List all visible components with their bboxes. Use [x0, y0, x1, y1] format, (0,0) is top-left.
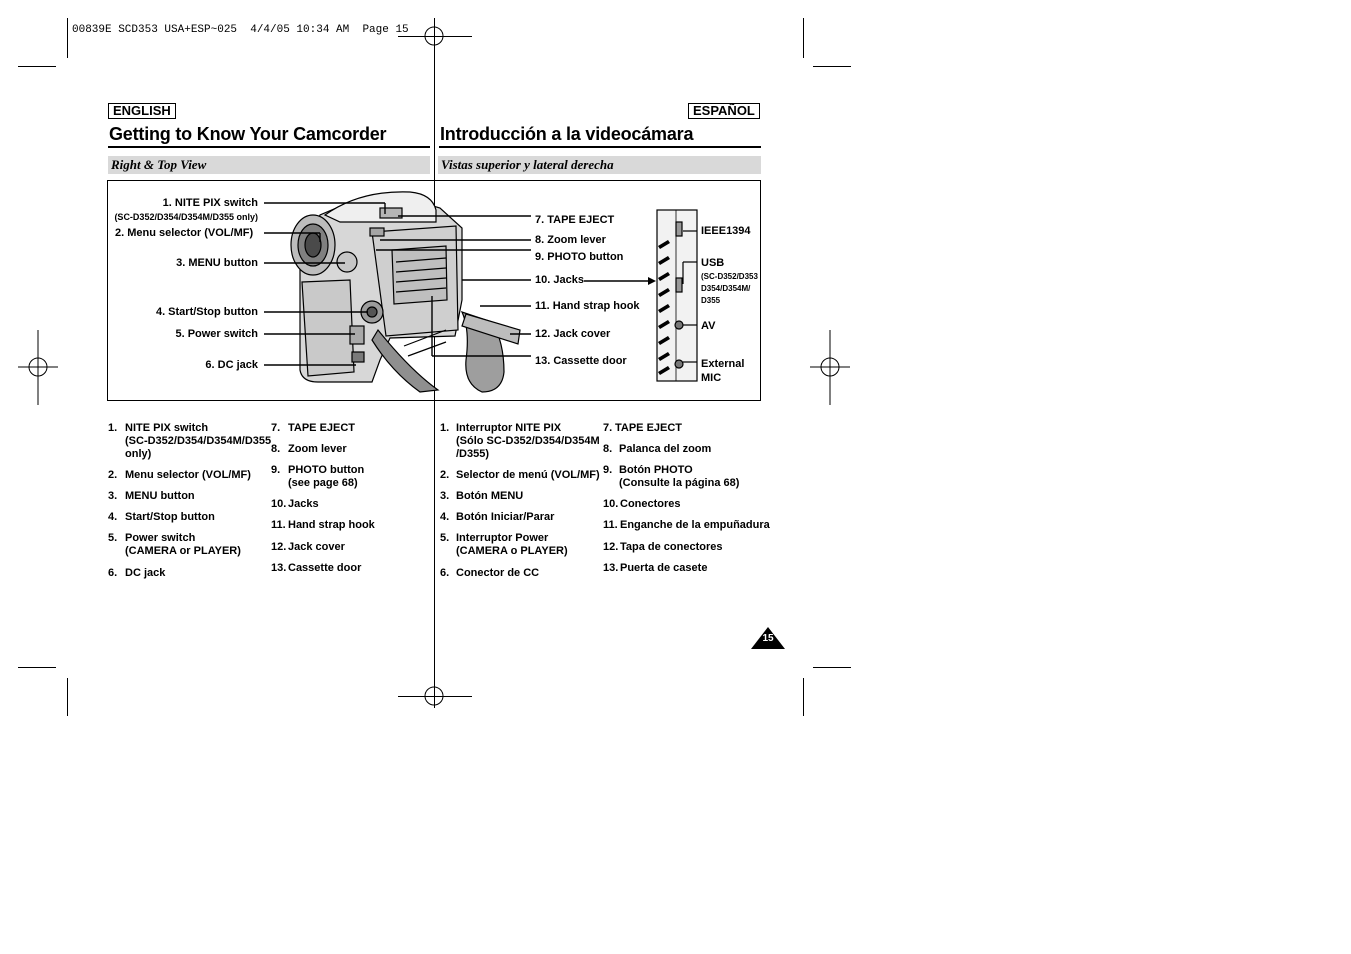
label-cassette-door: 13. Cassette door — [535, 355, 627, 367]
label-menu-button: 3. MENU button — [176, 257, 258, 269]
page-title-english: Getting to Know Your Camcorder — [109, 124, 387, 144]
label-photo-button: 9. PHOTO button — [535, 251, 624, 263]
label-usb-models: (SC-D352/D353 D354/D354M/ D355 — [701, 272, 758, 305]
label-nite-pix-models: (SC-D352/D354/D354M/D355 only) — [114, 212, 258, 222]
label-menu-selector: 2. Menu selector (VOL/MF) — [115, 227, 254, 239]
label-zoom-lever: 8. Zoom lever — [535, 234, 606, 246]
label-ieee1394: IEEE1394 — [701, 225, 751, 237]
label-jacks: 10. Jacks — [535, 274, 584, 286]
label-start-stop-button: 4. Start/Stop button — [155, 306, 258, 318]
label-external-mic: External MIC — [701, 358, 745, 384]
subtitle-english: Right & Top View — [111, 157, 207, 172]
lang-tag-spanish: ESPAÑOL — [688, 103, 760, 119]
subtitle-spanish: Vistas superior y lateral derecha — [441, 157, 614, 172]
label-tape-eject: 7. TAPE EJECT — [535, 214, 615, 226]
label-nite-pix-switch: 1. NITE PIX switch — [162, 197, 258, 209]
label-power-switch: 5. Power switch — [175, 328, 258, 340]
label-jack-cover: 12. Jack cover — [535, 328, 611, 340]
label-av: AV — [701, 320, 716, 332]
page-title-spanish: Introducción a la videocámara — [440, 124, 694, 144]
label-dc-jack: 6. DC jack — [205, 359, 258, 371]
label-usb: USB — [701, 257, 725, 269]
printer-slug-line: 00839E SCD353 USA+ESP~025 4/4/05 10:34 AM Page 15 — [72, 24, 409, 36]
label-hand-strap-hook: 11. Hand strap hook — [535, 300, 640, 312]
lang-tag-english: ENGLISH — [108, 103, 176, 119]
page-number: 15 — [762, 633, 774, 644]
